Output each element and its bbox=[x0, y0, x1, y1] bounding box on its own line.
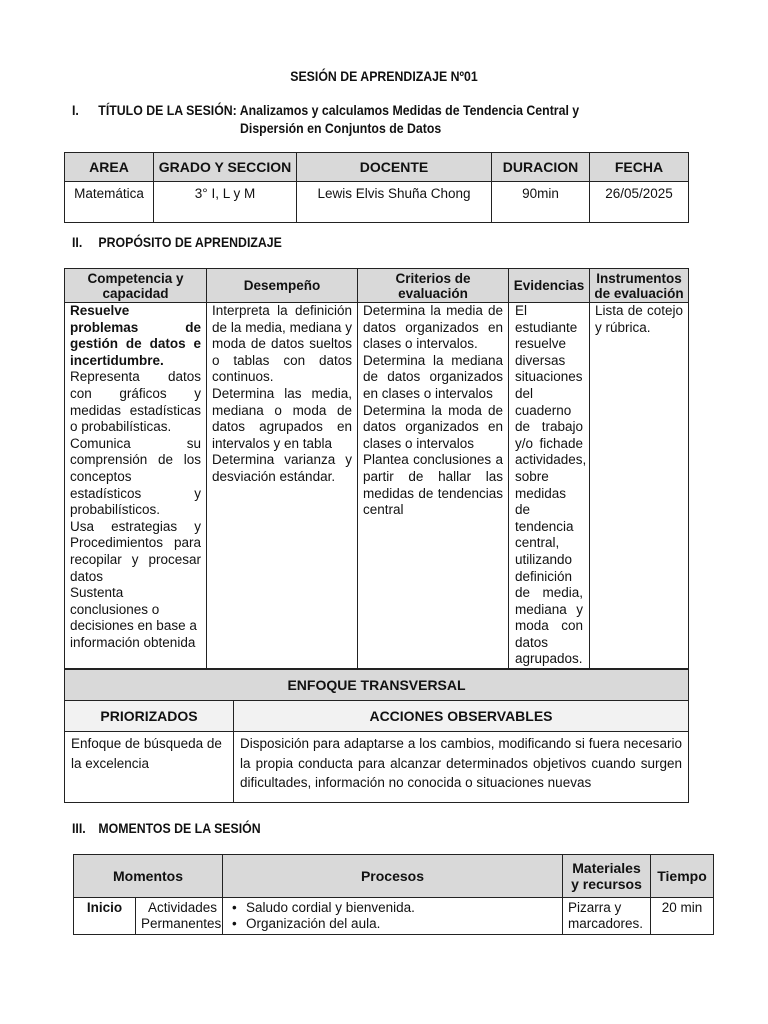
header-procesos: Procesos bbox=[223, 855, 563, 898]
table-row bbox=[74, 898, 714, 935]
header-fecha: FECHA bbox=[590, 153, 689, 182]
header-competencia: Competencia y capacidad bbox=[65, 269, 207, 303]
info-table-header bbox=[65, 153, 689, 182]
list-item: Comunica su comprensión de los conceptos estadísticos y probabilísticos. bbox=[70, 435, 201, 518]
cell-grado: 3° I, L y M bbox=[154, 182, 297, 223]
momentos-table bbox=[73, 854, 714, 935]
table-row bbox=[65, 732, 689, 803]
list-item: Sustenta conclusiones o decisiones en base a información obtenida bbox=[70, 585, 197, 650]
section-label: TÍTULO DE LA SESIÓN: bbox=[98, 102, 237, 118]
list-item: Determina la media de datos organizados en clases o intervalos. bbox=[363, 303, 503, 352]
session-title-section bbox=[72, 102, 672, 136]
cell-criterios bbox=[358, 303, 509, 669]
cell-evidencias: El estudiante resuelve diversas situaciones del cuaderno de trabajo y/o fichade actividades, sobre medidas de tendencia central, utilizando definición de media, mediana y moda con datos agrupados. bbox=[509, 303, 590, 669]
section-number: I. bbox=[72, 102, 79, 118]
purpose-table-header bbox=[65, 269, 689, 303]
table-row bbox=[65, 182, 689, 223]
session-title-line-2: Dispersión en Conjuntos de Datos bbox=[240, 120, 442, 136]
cell-sub-momento: Actividades Permanentes bbox=[136, 898, 223, 935]
table-row bbox=[65, 303, 689, 669]
info-table bbox=[64, 152, 689, 223]
cell-duracion: 90min bbox=[492, 182, 590, 223]
header-docente: DOCENTE bbox=[297, 153, 492, 182]
cell-desempeno bbox=[207, 303, 358, 669]
cell-procesos bbox=[223, 898, 563, 935]
header-materiales: Materiales y recursos bbox=[563, 855, 651, 898]
header-area: AREA bbox=[65, 153, 154, 182]
cell-momento: Inicio bbox=[74, 898, 136, 935]
header-criterios: Criterios de evaluación bbox=[358, 269, 509, 303]
header-duracion: DURACION bbox=[492, 153, 590, 182]
enfoque-table bbox=[64, 669, 689, 803]
header-desempeno: Desempeño bbox=[207, 269, 358, 303]
purpose-table bbox=[64, 268, 689, 669]
list-item: Representa datos con gráficos y medidas estadísticas o probabilísticas. bbox=[70, 369, 201, 435]
cell-materiales: Pizarra y marcadores. bbox=[563, 898, 651, 935]
cell-area: Matemática bbox=[65, 182, 154, 223]
cell-fecha: 26/05/2025 bbox=[590, 182, 689, 223]
cell-acciones: Disposición para adaptarse a los cambios, modificando si fuera necesario la propia conducta para alcanzar determinados objetivos cuando surgen dificultades, información no conocida o situaciones nuevas bbox=[234, 732, 689, 803]
cell-competencia bbox=[65, 303, 207, 669]
list-item: Usa estrategias y Procedimientos para recopilar y procesar datos bbox=[70, 518, 201, 584]
cell-instrumentos: Lista de cotejo y rúbrica. bbox=[590, 303, 689, 669]
list-item: Determina la moda de datos organizados en clases o intervalos bbox=[363, 402, 503, 451]
procesos-list bbox=[228, 900, 557, 932]
enfoque-title: ENFOQUE TRANSVERSAL bbox=[65, 670, 689, 701]
header-priorizados: PRIORIZADOS bbox=[65, 701, 234, 732]
section-heading-proposito: II. PROPÓSITO DE APRENDIZAJE bbox=[72, 234, 282, 250]
document-title: SESIÓN DE APRENDIZAJE Nº01 bbox=[290, 68, 478, 84]
section-heading-momentos: III. MOMENTOS DE LA SESIÓN bbox=[72, 820, 261, 836]
header-grado: GRADO Y SECCION bbox=[154, 153, 297, 182]
list-item: Interpreta la definición de la media, mediana y moda de datos sueltos o tablas con datos continuos. bbox=[212, 303, 352, 385]
list-item: • Saludo cordial y bienvenida. bbox=[240, 900, 557, 916]
competencia-title: Resuelve problemas de gestión de datos e incertidumbre. bbox=[70, 303, 201, 368]
list-item: Determina varianza y desviación estándar. bbox=[212, 452, 352, 484]
header-tiempo: Tiempo bbox=[651, 855, 714, 898]
session-title-line-1: Analizamos y calculamos Medidas de Tendencia Central y bbox=[239, 102, 580, 118]
list-item: • Organización del aula. bbox=[240, 916, 557, 932]
header-evidencias: Evidencias bbox=[509, 269, 590, 303]
momentos-table-header bbox=[74, 855, 714, 898]
cell-docente: Lewis Elvis Shuña Chong bbox=[297, 182, 492, 223]
cell-tiempo: 20 min bbox=[651, 898, 714, 935]
list-item: Determina las media, mediana o moda de datos agrupados en intervalos y en tabla bbox=[212, 385, 352, 451]
header-momentos: Momentos bbox=[74, 855, 223, 898]
header-acciones: ACCIONES OBSERVABLES bbox=[234, 701, 689, 732]
list-item: Determina la mediana de datos organizados en clases o intervalos bbox=[363, 352, 503, 401]
header-instrumentos: Instrumentos de evaluación bbox=[590, 269, 689, 303]
list-item: Plantea conclusiones a partir de hallar las medidas de tendencias central bbox=[363, 452, 503, 518]
cell-priorizado: Enfoque de búsqueda de la excelencia bbox=[65, 732, 234, 803]
